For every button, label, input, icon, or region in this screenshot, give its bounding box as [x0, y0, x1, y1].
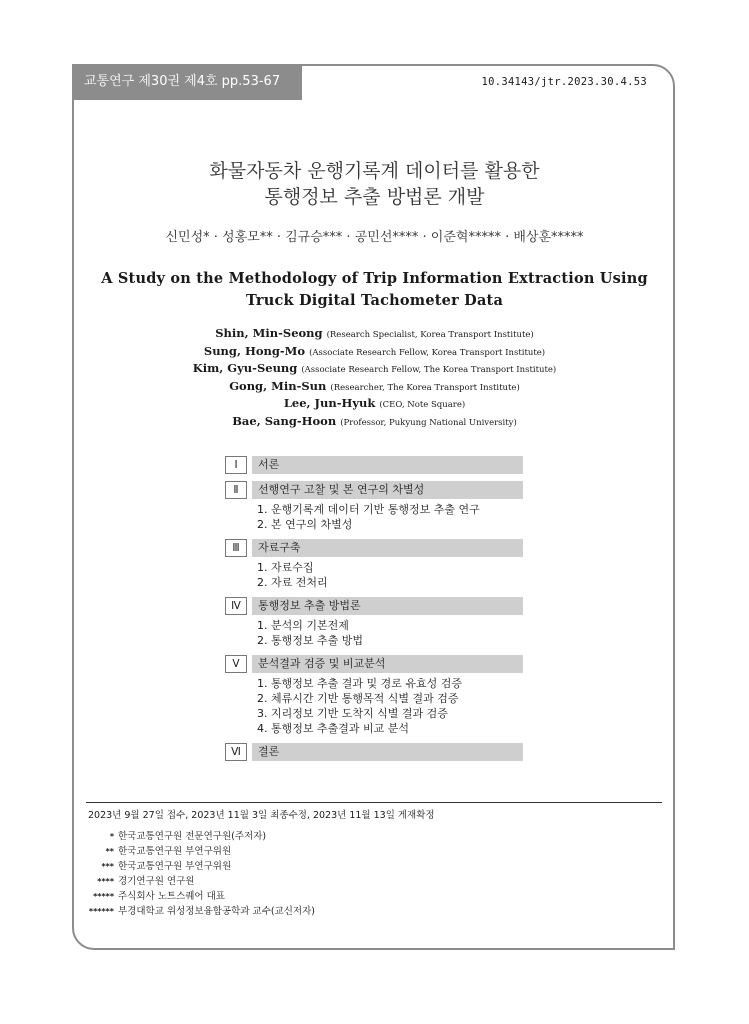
author-name: Bae, Sang-Hoon: [232, 413, 337, 428]
footnote: [88, 873, 194, 887]
toc-section-title: 분석결과 검증 및 비교분석: [252, 655, 523, 673]
toc-subsection: 1. 분석의 기본전제: [257, 619, 349, 632]
footnote-text: 한국교통연구원 부연구위원: [118, 846, 232, 857]
author-affiliation: (Associate Research Fellow, Korea Transport Institute): [309, 347, 546, 358]
author-name: Lee, Jun-Hyuk: [283, 396, 376, 410]
english-author: [0, 361, 749, 375]
doi: 10.34143/jtr.2023.30.4.53: [481, 76, 647, 88]
english-author: [0, 379, 749, 393]
toc-section: [225, 743, 523, 761]
korean-title-line2: 통행정보 추출 방법론 개발: [264, 186, 485, 208]
footnote-text: 한국교통연구원 전문연구원(주저자): [118, 831, 267, 842]
author-affiliation: (Associate Research Fellow, The Korea Transport Institute): [301, 365, 557, 375]
journal-info: 교통연구 제30권 제4호 pp.53-67: [72, 64, 302, 100]
toc-subsection: 2. 본 연구의 차별성: [257, 518, 353, 531]
author-affiliation: (Professor, Pukyung National University): [340, 417, 517, 428]
footnote: [88, 888, 225, 902]
footnote-mark: *: [109, 832, 114, 841]
footnote-mark: *****: [93, 892, 114, 901]
english-author: [0, 326, 749, 340]
footnote-text: 한국교통연구원 부연구위원: [118, 861, 232, 872]
toc-section-number: Ⅲ: [225, 539, 247, 557]
author-name: Shin, Min-Seong: [215, 326, 323, 340]
footnote: [88, 828, 266, 842]
footnote-mark: ******: [88, 907, 114, 916]
toc-section: [225, 597, 523, 648]
toc-section-title: 서론: [252, 456, 523, 474]
toc-section-title: 선행연구 고찰 및 본 연구의 차별성: [252, 481, 523, 499]
toc-section-title: 통행정보 추출 방법론: [252, 597, 523, 615]
toc-subsection: 1. 운행기록계 데이터 기반 통행정보 추출 연구: [257, 503, 480, 516]
footer-divider: [86, 802, 662, 803]
toc-subsection: 2. 자료 전처리: [257, 576, 328, 589]
toc-section-header: [225, 539, 523, 557]
toc-section-number: Ⅰ: [225, 456, 247, 474]
english-title-line1: A Study on the Methodology of Trip Information Extraction Using: [101, 270, 648, 287]
toc-subsection: 4. 통행정보 추출결과 비교 분석: [257, 722, 409, 735]
toc-subsection: 2. 통행정보 추출 방법: [257, 634, 363, 647]
author-affiliation: (Researcher, The Korea Transport Institute): [330, 382, 520, 393]
toc-section-header: [225, 456, 523, 474]
toc-section: [225, 481, 523, 532]
author-affiliation: (CEO, Note Square): [379, 400, 466, 410]
toc-section: [225, 456, 523, 474]
toc-section-header: [225, 597, 523, 615]
footnote-text: 부경대학교 위성정보융합공학과 교수(교신저자): [118, 906, 315, 917]
toc-section-number: Ⅳ: [225, 597, 247, 615]
footnote-text: 주식회사 노트스퀘어 대표: [118, 891, 225, 902]
author-affiliation: (Research Specialist, Korea Transport Institute): [326, 330, 534, 340]
submission-dates: 2023년 9월 27일 접수, 2023년 11월 3일 최종수정, 2023년 11월 13일 게재확정: [88, 810, 435, 821]
toc-section: [225, 655, 523, 736]
toc-section-header: [225, 743, 523, 761]
footnote-text: 경기연구원 연구원: [118, 876, 195, 887]
footnote-mark: ***: [101, 862, 114, 871]
author-name: Gong, Min-Sun: [229, 378, 327, 393]
footnote: [88, 843, 231, 857]
korean-title-line1: 화물자동차 운행기록계 데이터를 활용한: [209, 160, 540, 182]
toc-subsection: 1. 자료수집: [257, 561, 314, 574]
toc-section-number: Ⅴ: [225, 655, 247, 673]
english-author: [0, 396, 749, 410]
english-title-line2: Truck Digital Tachometer Data: [245, 292, 504, 309]
author-name: Kim, Gyu-Seung: [192, 361, 298, 375]
toc-section: [225, 539, 523, 590]
toc-subsection: 2. 체류시간 기반 통행목적 식별 결과 검증: [257, 692, 459, 705]
english-author: [0, 344, 749, 358]
author-name: Sung, Hong-Mo: [203, 343, 306, 358]
toc-section-number: Ⅵ: [225, 743, 247, 761]
table-of-contents: [225, 456, 523, 768]
toc-subsection: 1. 통행정보 추출 결과 및 경로 유효성 검증: [257, 677, 462, 690]
footnote-mark: ****: [97, 877, 114, 886]
toc-section-title: 결론: [252, 743, 523, 761]
footnote: [88, 903, 315, 917]
toc-section-title: 자료구축: [252, 539, 523, 557]
toc-section-number: Ⅱ: [225, 481, 247, 499]
english-author: [0, 414, 749, 428]
toc-section-header: [225, 655, 523, 673]
toc-subsection: 3. 지리정보 기반 도착지 식별 결과 검증: [257, 707, 448, 720]
toc-section-header: [225, 481, 523, 499]
footnote-mark: **: [105, 847, 114, 856]
korean-authors: 신민성* · 성홍모** · 김규승*** · 공민선**** · 이준혁***** · 배상훈*****: [165, 230, 584, 245]
footnote: [88, 858, 231, 872]
